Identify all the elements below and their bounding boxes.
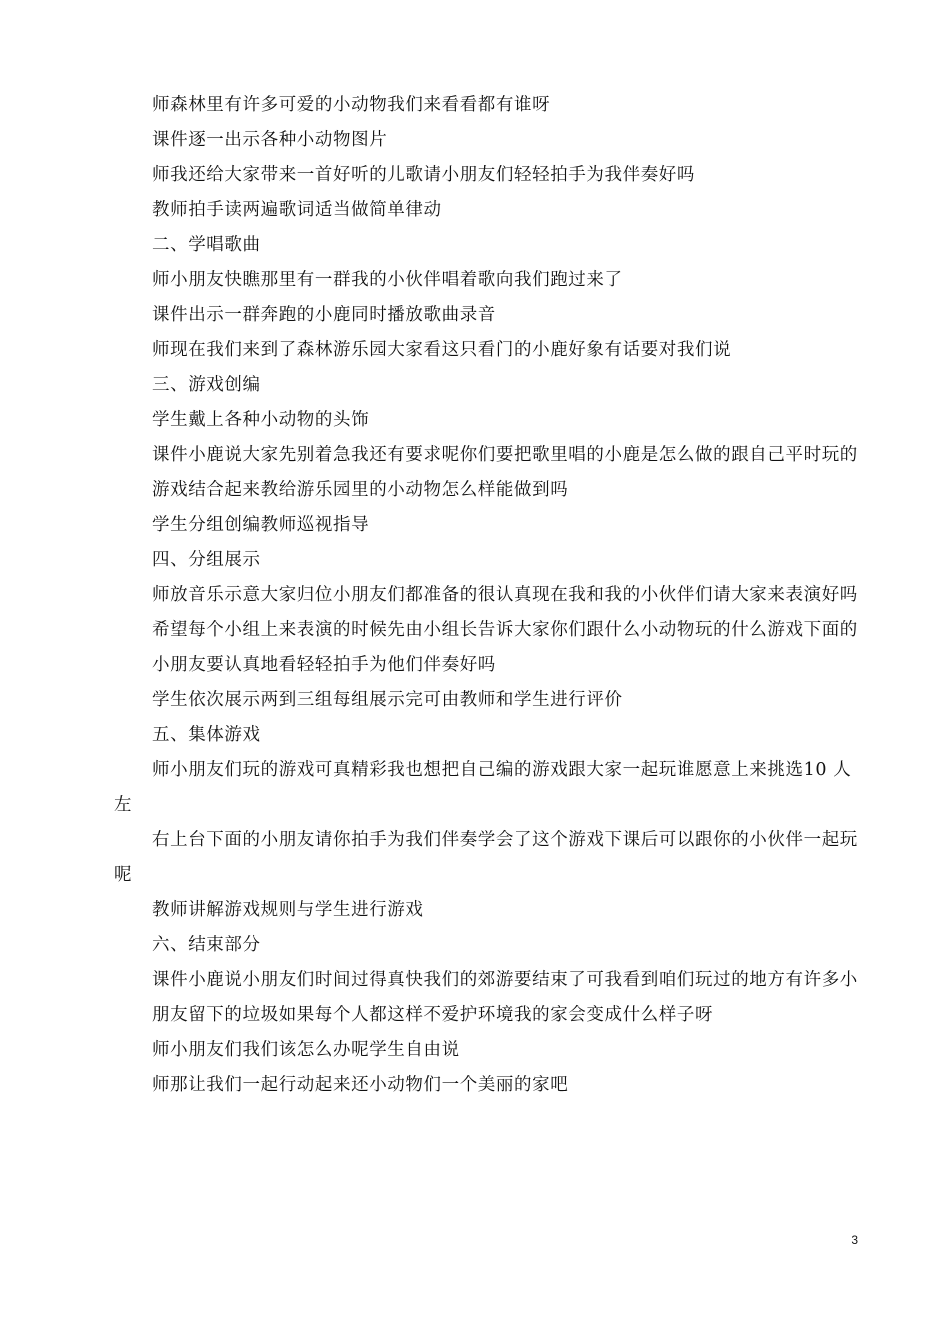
paragraph: 教师拍手读两遍歌词适当做简单律动 xyxy=(152,200,442,220)
paragraph: 学生依次展示两到三组每组展示完可由教师和学生进行评价 xyxy=(152,690,623,710)
paragraph: 课件小鹿说小朋友们时间过得真快我们的郊游要结束了可我看到咱们玩过的地方有许多小 xyxy=(152,970,858,990)
paragraph: 教师讲解游戏规则与学生进行游戏 xyxy=(152,900,424,920)
section-heading: 四、分组展示 xyxy=(152,550,261,570)
paragraph: 师小朋友快瞧那里有一群我的小伙伴唱着歌向我们跑过来了 xyxy=(152,270,623,290)
paragraph: 游戏结合起来教给游乐园里的小动物怎么样能做到吗 xyxy=(152,480,569,500)
paragraph: 课件出示一群奔跑的小鹿同时播放歌曲录音 xyxy=(152,305,496,325)
paragraph: 师小朋友们玩的游戏可真精彩我也想把自己编的游戏跟大家一起玩谁愿意上来挑选10 人左 xyxy=(114,760,852,815)
paragraph: 师小朋友们我们该怎么办呢学生自由说 xyxy=(152,1040,460,1060)
paragraph: 小朋友要认真地看轻轻拍手为他们伴奏好吗 xyxy=(152,655,496,675)
paragraph: 学生戴上各种小动物的头饰 xyxy=(152,410,370,430)
paragraph: 师放音乐示意大家归位小朋友们都准备的很认真现在我和我的小伙伴们请大家来表演好吗 xyxy=(152,585,858,605)
section-heading: 五、集体游戏 xyxy=(152,725,261,745)
section-heading: 三、游戏创编 xyxy=(152,375,261,395)
page-number: 3 xyxy=(851,1233,858,1247)
paragraph: 师我还给大家带来一首好听的儿歌请小朋友们轻轻拍手为我伴奏好吗 xyxy=(152,165,695,185)
paragraph: 课件逐一出示各种小动物图片 xyxy=(152,130,388,150)
paragraph: 右上台下面的小朋友请你拍手为我们伴奏学会了这个游戏下课后可以跟你的小伙伴一起玩呢 xyxy=(114,830,858,885)
paragraph: 师现在我们来到了森林游乐园大家看这只看门的小鹿好象有话要对我们说 xyxy=(152,340,732,360)
section-heading: 六、结束部分 xyxy=(152,935,261,955)
paragraph: 课件小鹿说大家先别着急我还有要求呢你们要把歌里唱的小鹿是怎么做的跟自己平时玩的 xyxy=(152,445,858,465)
paragraph: 师森林里有许多可爱的小动物我们来看看都有谁呀 xyxy=(152,95,551,115)
paragraph: 朋友留下的垃圾如果每个人都这样不爱护环境我的家会变成什么样子呀 xyxy=(152,1005,714,1025)
document-body xyxy=(114,88,862,1103)
paragraph: 希望每个小组上来表演的时候先由小组长告诉大家你们跟什么小动物玩的什么游戏下面的 xyxy=(152,620,858,640)
paragraph: 师那让我们一起行动起来还小动物们一个美丽的家吧 xyxy=(152,1075,569,1095)
section-heading: 二、学唱歌曲 xyxy=(152,235,261,255)
paragraph: 学生分组创编教师巡视指导 xyxy=(152,515,370,535)
